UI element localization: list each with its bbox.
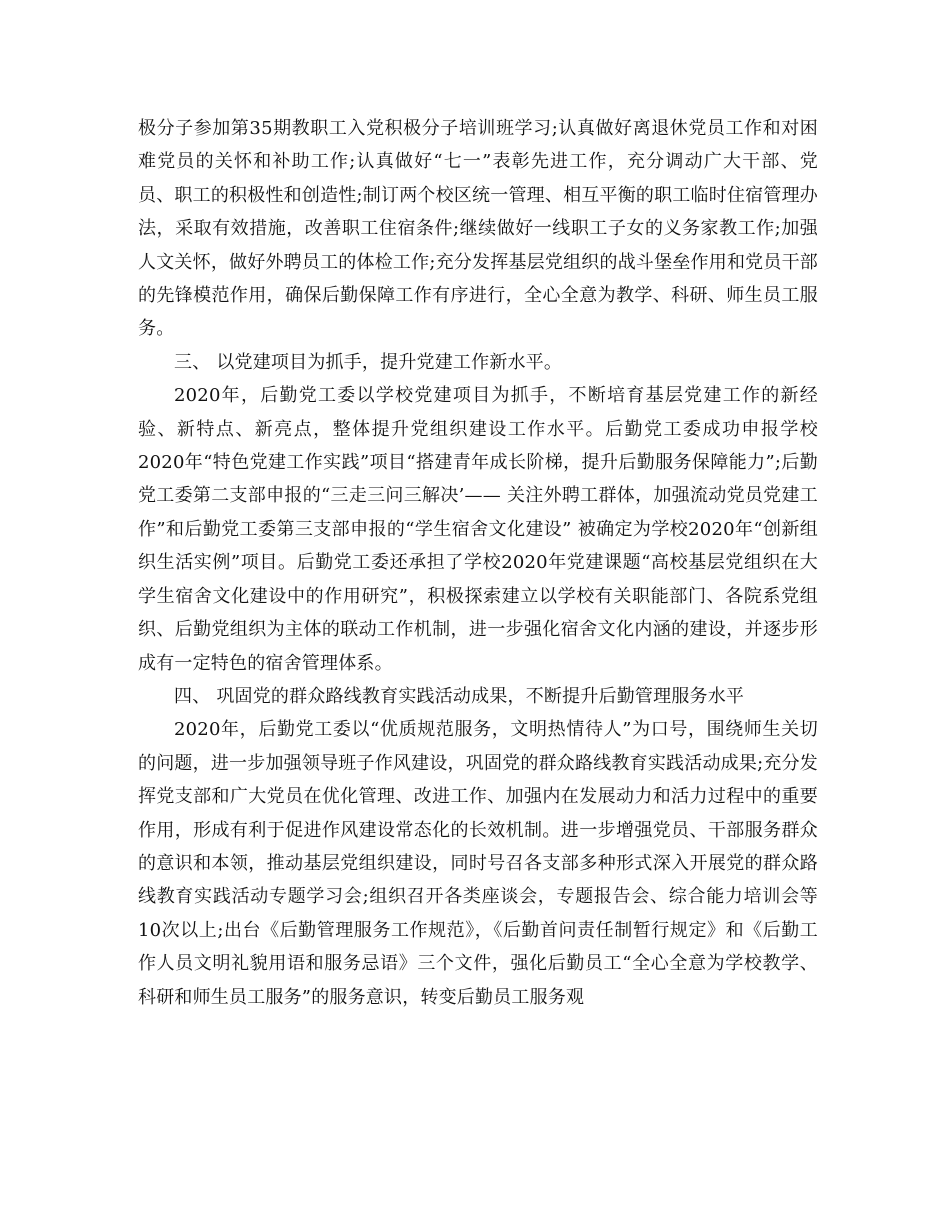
section-heading-3: 三、 以党建项目为抓手，提升党建工作新水平。	[174, 351, 563, 373]
paragraph-continuation: 极分子参加第35期教职工入党积极分子培训班学习;认真做好离退休党员工作和对困难党员的关怀和补助工作;认真做好“七一”表彰先进工作，充分调动广大干部、党员、职工的积极性和创造性;制订两个校区统一管理、相互平衡的职工临时住宿管理办法，采取有效措施，改善职工住宿条件;继续做好一线职工子女的义务家教工作;加强人文关怀，做好外聘员工的体检工作;充分发挥基层党组织的战斗堡垒作用和党员干部的先锋模范作用，确保后勤保障工作有序进行，全心全意为教学、科研、师生员工服务。	[138, 118, 818, 340]
paragraph-party-projects: 2020年，后勤党工委以学校党建项目为抓手，不断培育基层党建工作的新经验、新特点、新亮点，整体提升党组织建设工作水平。后勤党工委成功申报学校2020年“特色党建工作实践”项目“搭建青年成长阶梯，提升后勤服务保障能力”;后勤党工委第二支部申报的“三走三问三解决’—— 关注外聘工群体，加强流动党员党建工作”和后勤党工委第三支部申报的“学生宿舍文化建设” 被确定为学校2020年“创新组织生活实例”项目。后勤党工委还承担了学校2020年党建课题“高校基层党组织在大学生宿舍文化建设中的作用研究”，积极探索建立以学校有关职能部门、各院系党组织、后勤党组织为主体的联动工作机制，进一步强化宿舍文化内涵的建设，并逐步形成有一定特色的宿舍管理体系。	[138, 385, 818, 674]
document-body	[138, 112, 818, 1014]
paragraph-mass-line: 2020年，后勤党工委以“优质规范服务，文明热情待人”为口号，围绕师生关切的问题，进一步加强领导班子作风建设，巩固党的群众路线教育实践活动成果;充分发挥党支部和广大党员在优化管理、改进工作、加强内在发展动力和活力过程中的重要作用，形成有利于促进作风建设常态化的长效机制。进一步增强党员、干部服务群众的意识和本领，推动基层党组织建设，同时号召各支部多种形式深入开展党的群众路线教育实践活动专题学习会;组织召开各类座谈会，专题报告会、综合能力培训会等10次以上;出台《后勤管理服务工作规范》，《后勤首问责任制暂行规定》和《后勤工作人员文明礼貌用语和服务忌语》三个文件，强化后勤员工“全心全意为学校教学、科研和师生员工服务”的服务意识，转变后勤员工服务观	[138, 719, 818, 1008]
section-heading-4: 四、 巩固党的群众路线教育实践活动成果，不断提升后勤管理服务水平	[174, 685, 745, 707]
